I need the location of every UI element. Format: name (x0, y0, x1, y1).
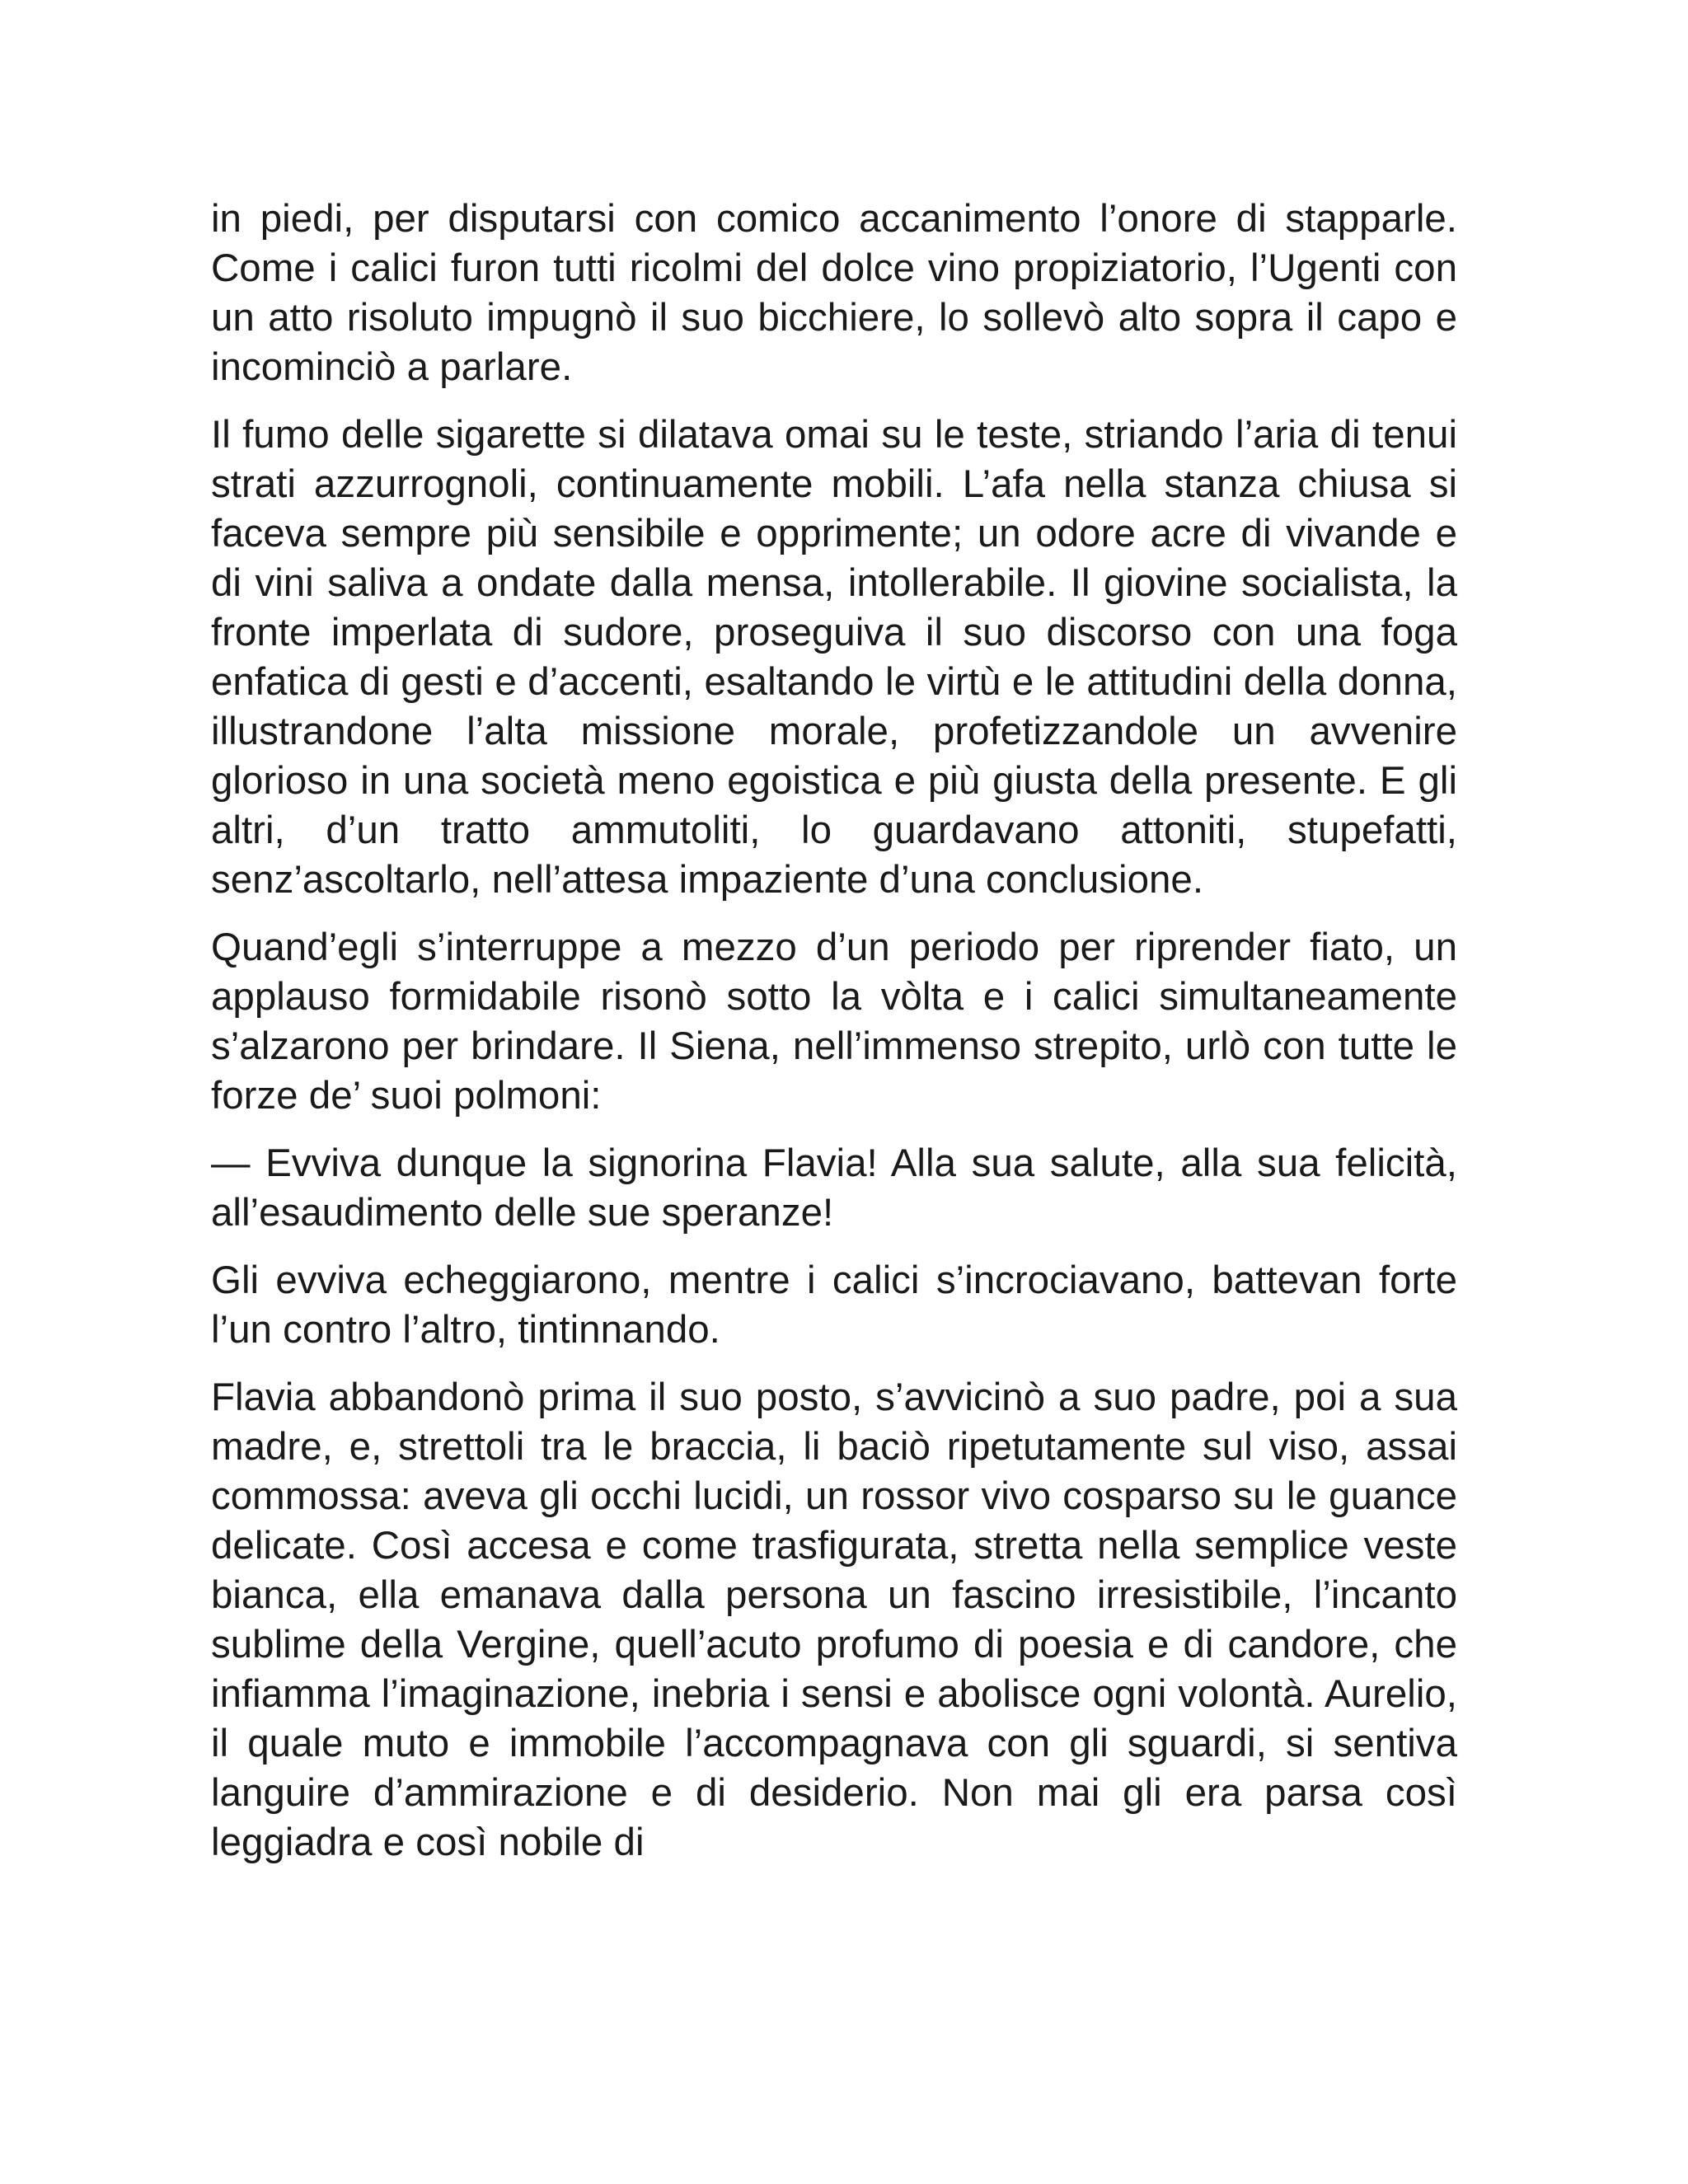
paragraph-5: Gli evviva echeggiarono, mentre i calici s’incrociavano, battevan forte l’un contro l’altro, tintinnando. (211, 1258, 1457, 1352)
paragraph-1: in piedi, per disputarsi con comico accanimento l’onore di stapparle. Come i calici furon tutti ricolmi del dolce vino propiziatorio, l’Ugenti con un atto risoluto impugnò il suo bicchiere, lo sollevò alto sopra il capo e incominciò a parlare. (211, 197, 1457, 389)
paragraph-6: Flavia abbandonò prima il suo posto, s’avvicinò a suo padre, poi a sua madre, e, strettoli tra le braccia, li baciò ripetutamente sul viso, assai commossa: aveva gli occhi lucidi, un rossor vivo cosparso su le guance delicate. Così accesa e come trasfigurata, stretta nella semplice veste bianca, ella emanava dalla persona un fascino irresistibile, l’incanto sublime della Vergine, quell’acuto profumo di poesia e di candore, che infiamma l’imaginazione, inebria i sensi e abolisce ogni volontà. Aurelio, il quale muto e immobile l’accompagnava con gli sguardi, si sentiva languire d’ammirazione e di desiderio. Non mai gli era parsa così leggiadra e così nobile di (211, 1376, 1457, 1864)
paragraph-2: Il fumo delle sigarette si dilatava omai su le teste, striando l’aria di tenui strati azzurrognoli, continuamente mobili. L’afa nella stanza chiusa si faceva sempre più sensibile e opprimente; un odore acre di vivande e di vini saliva a ondate dalla mensa, intollerabile. Il giovine socialista, la fronte imperlata di sudore, proseguiva il suo discorso con una foga enfatica di gesti e d’accenti, esaltando le virtù e le attitudini della donna, illustrandone l’alta missione morale, profetizzandole un avvenire glorioso in una società meno egoistica e più giusta della presente. E gli altri, d’un tratto ammutoliti, lo guardavano attoniti, stupefatti, senz’ascoltarlo, nell’attesa impaziente d’una conclusione. (211, 413, 1457, 902)
paragraph-4: — Evviva dunque la signorina Flavia! Alla sua salute, alla sua felicità, all’esaudimento delle sue speranze! (211, 1141, 1457, 1235)
paragraph-3: Quand’egli s’interruppe a mezzo d’un periodo per riprender fiato, un applauso formidabile risonò sotto la vòlta e i calici simultaneamente s’alzarono per brindare. Il Siena, nell’immenso strepito, urlò con tutte le forze de’ suoi polmoni: (211, 926, 1457, 1118)
document-page (211, 194, 1457, 1886)
